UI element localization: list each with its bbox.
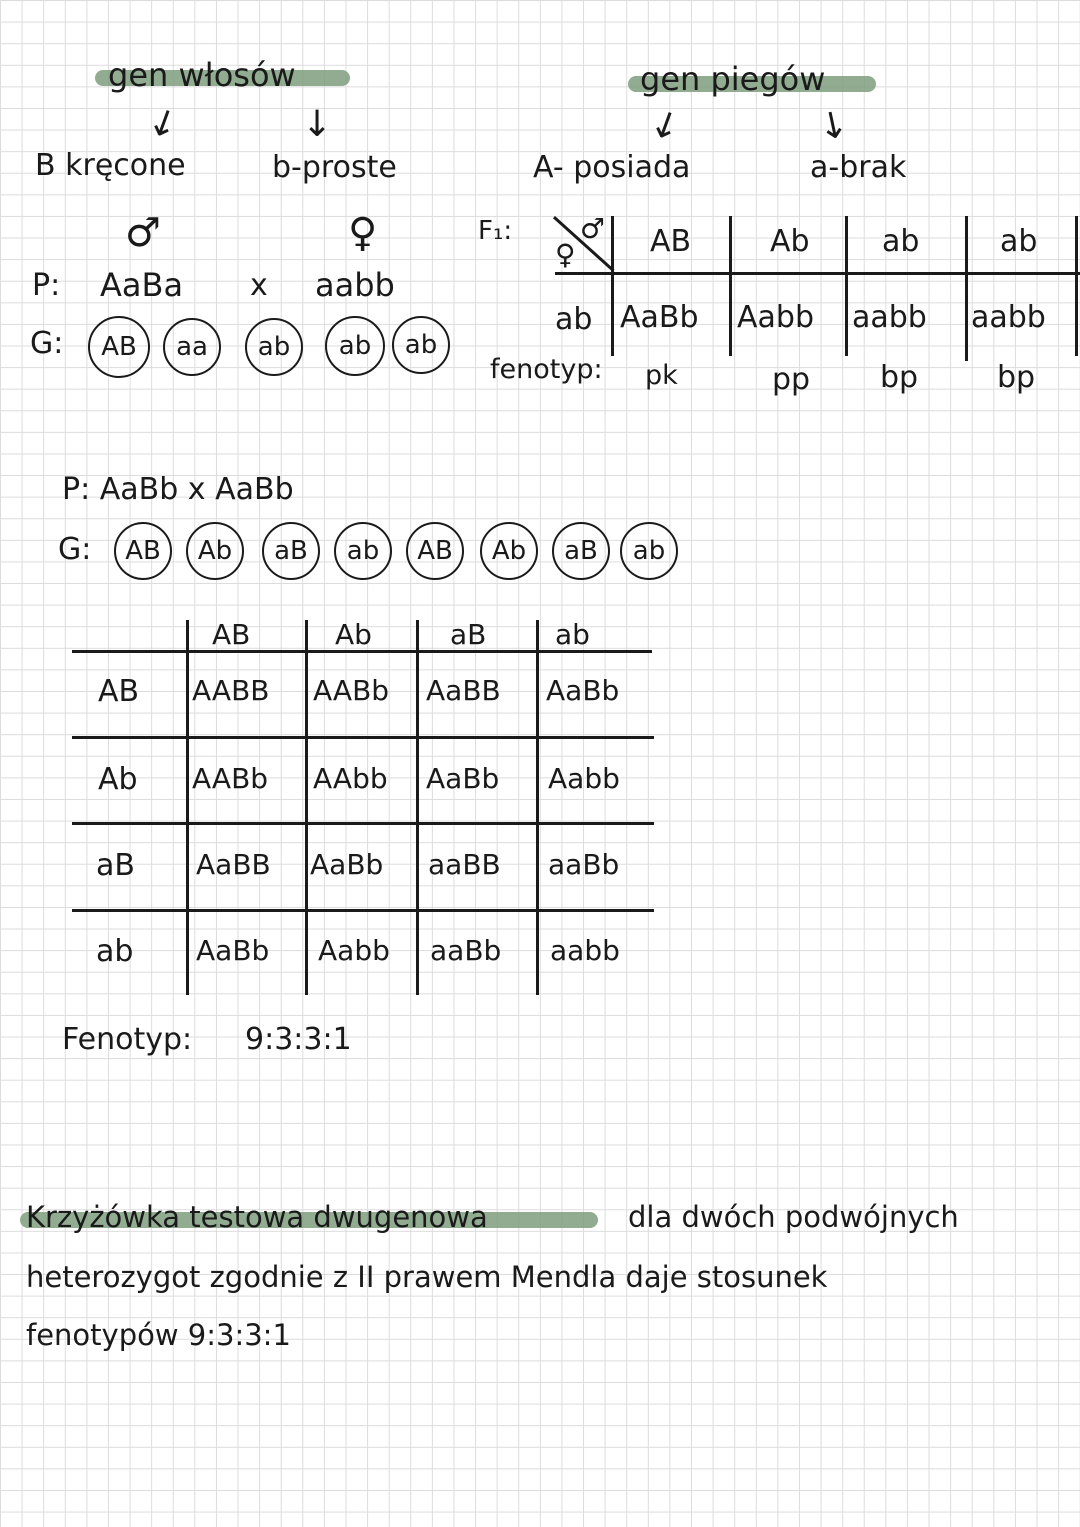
f1-col-divider xyxy=(845,216,848,356)
f1-phenotype-cell: bp xyxy=(997,360,1036,395)
punnett-col-divider xyxy=(186,620,189,995)
gamete-circle: ab xyxy=(334,522,392,580)
f1-genotype-cell: AaBb xyxy=(620,300,699,335)
punnett-col-header: aB xyxy=(450,618,487,651)
f1-phenotype-label: fenotyp: xyxy=(490,354,603,385)
punnett-cell: aaBb xyxy=(430,934,502,967)
gamete-circle: ab xyxy=(620,522,678,580)
freckles-gene-title: gen piegów xyxy=(640,60,826,98)
punnett-cell: aaBb xyxy=(548,848,620,881)
punnett-cell: aaBB xyxy=(428,848,501,881)
punnett-col-header: AB xyxy=(212,618,251,651)
punnett-cell: AaBb xyxy=(310,848,384,881)
cross1-parent-male: AaBa xyxy=(100,266,184,304)
punnett-row-label: Ab xyxy=(98,762,138,797)
f1-header-cell: ab xyxy=(1000,224,1038,259)
female-symbol-icon: ♀ xyxy=(555,238,576,271)
f1-genotype-cell: aabb xyxy=(971,300,1046,335)
cross2-g-label: G: xyxy=(58,532,92,567)
punnett-cell: Aabb xyxy=(318,934,390,967)
note-line1-rest: dla dwóch podwójnych xyxy=(628,1200,959,1234)
gamete-circle: aB xyxy=(262,522,320,580)
punnett-cell: AaBb xyxy=(546,674,620,707)
gamete-circle: ab xyxy=(325,316,385,376)
f1-row-label: ab xyxy=(555,302,593,337)
punnett-cell: AABb xyxy=(313,674,390,707)
cross1-parent-female: aabb xyxy=(315,266,395,304)
punnett-row-label: AB xyxy=(98,674,140,709)
f1-header-cell: AB xyxy=(650,224,692,259)
gamete-circle: Ab xyxy=(480,522,538,580)
f1-header-cell: ab xyxy=(882,224,920,259)
f1-header-divider xyxy=(555,272,1080,275)
punnett-cell: aabb xyxy=(550,934,620,967)
cross1-g-label: G: xyxy=(30,326,64,361)
arrow-down-icon: ↓ xyxy=(141,100,185,149)
punnett-row-divider xyxy=(72,822,654,825)
punnett-cell: AaBB xyxy=(426,674,501,707)
punnett-row-divider xyxy=(72,736,654,739)
hair-recessive-label: b-proste xyxy=(272,150,397,185)
punnett-col-divider xyxy=(536,620,539,995)
punnett-row-label: aB xyxy=(96,848,135,883)
punnett-cell: AABb xyxy=(192,762,269,795)
punnett-col-header: Ab xyxy=(335,618,372,651)
note-line2: heterozygot zgodnie z II prawem Mendla daje stosunek xyxy=(26,1260,828,1294)
note-highlighted-term: Krzyżówka testowa dwugenowa xyxy=(26,1200,488,1234)
arrow-down-icon: ↓ xyxy=(302,104,333,145)
f1-genotype-cell: aabb xyxy=(852,300,927,335)
punnett-cell: Aabb xyxy=(548,762,620,795)
f1-phenotype-cell: bp xyxy=(880,360,919,395)
ratio-label: Fenotyp: xyxy=(62,1022,193,1057)
male-symbol-icon: ♂ xyxy=(580,212,606,245)
gamete-circle: aB xyxy=(552,522,610,580)
f1-label: F₁: xyxy=(478,216,513,246)
f1-col-divider xyxy=(611,216,614,356)
arrow-down-icon: ↓ xyxy=(814,103,853,150)
gamete-circle: ab xyxy=(245,318,303,376)
gamete-circle: aa xyxy=(163,318,221,376)
gamete-circle: AB xyxy=(406,522,464,580)
f1-phenotype-cell: pp xyxy=(772,362,811,397)
cross1-cross-sign: x xyxy=(250,268,268,303)
f1-genotype-cell: Aabb xyxy=(737,300,814,335)
punnett-col-divider xyxy=(305,620,308,995)
cross2-parents: P: AaBb x AaBb xyxy=(62,472,294,507)
gamete-circle: ab xyxy=(392,316,450,374)
punnett-cell: AABB xyxy=(192,674,270,707)
f1-col-divider xyxy=(965,216,968,361)
gamete-circle: AB xyxy=(114,522,172,580)
f1-phenotype-cell: pk xyxy=(645,360,678,391)
punnett-cell: AaBB xyxy=(196,848,271,881)
punnett-col-divider xyxy=(416,620,419,995)
male-symbol-icon: ♂ xyxy=(125,210,161,256)
cross1-p-label: P: xyxy=(32,268,61,303)
f1-header-cell: Ab xyxy=(770,224,810,259)
punnett-row-label: ab xyxy=(96,934,134,969)
ratio-value: 9:3:3:1 xyxy=(245,1022,352,1057)
gamete-circle: Ab xyxy=(186,522,244,580)
punnett-cell: AaBb xyxy=(426,762,500,795)
punnett-row-divider xyxy=(72,909,654,912)
punnett-cell: AAbb xyxy=(313,762,388,795)
freckles-dominant-label: A- posiada xyxy=(533,150,691,185)
gamete-circle: AB xyxy=(88,316,150,378)
punnett-cell: AaBb xyxy=(196,934,270,967)
arrow-down-icon: ↓ xyxy=(643,102,687,151)
punnett-col-header: ab xyxy=(555,618,590,651)
f1-col-divider xyxy=(729,216,732,356)
freckles-recessive-label: a-brak xyxy=(810,150,907,185)
hair-gene-title: gen włosów xyxy=(108,56,296,94)
note-line3: fenotypów 9:3:3:1 xyxy=(26,1318,291,1352)
female-symbol-icon: ♀ xyxy=(348,210,378,256)
f1-col-divider xyxy=(1075,216,1078,356)
hair-dominant-label: B kręcone xyxy=(35,148,186,183)
